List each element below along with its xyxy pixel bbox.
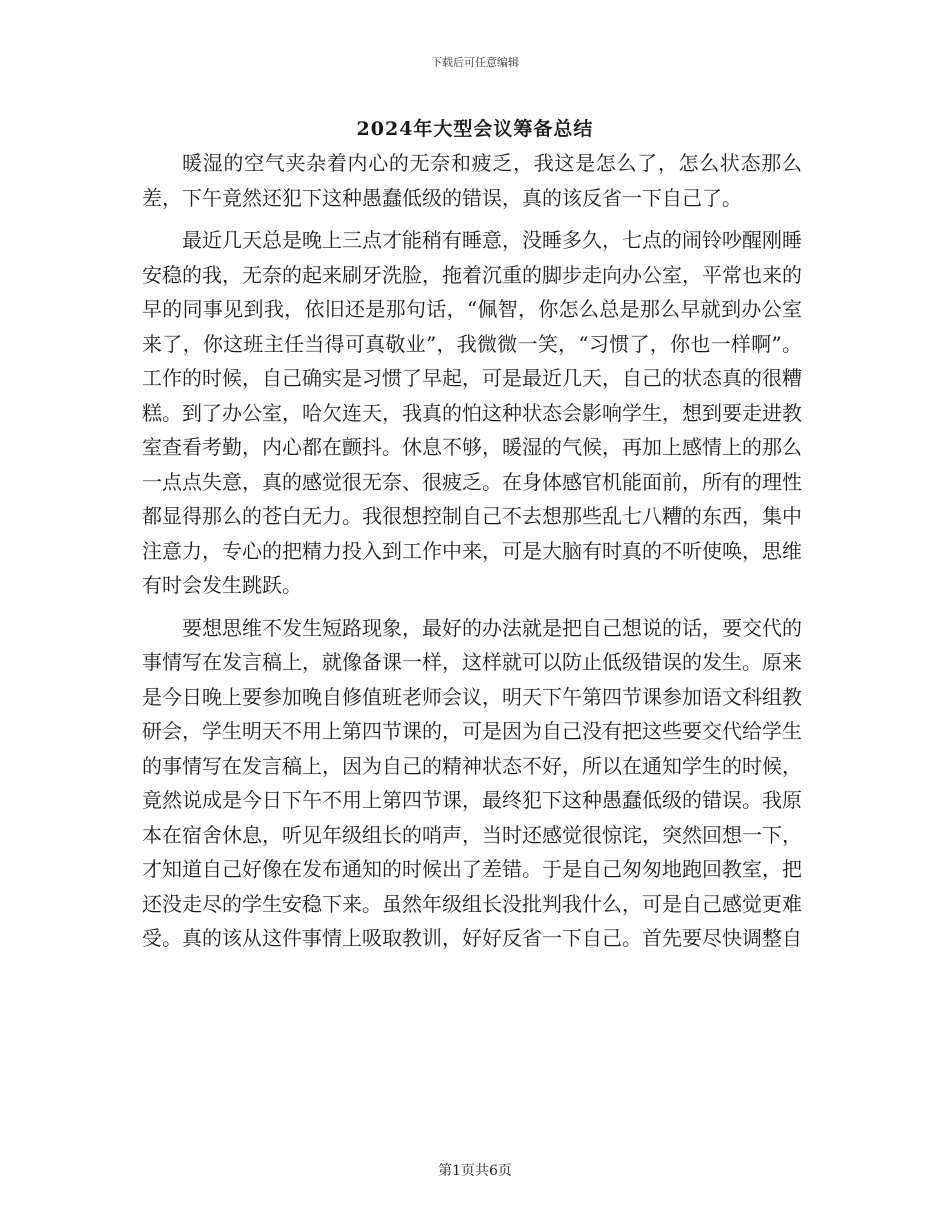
header-note: 下载后可任意编辑 [431,56,519,69]
paragraph-2: 最近几天总是晚上三点才能稍有睡意，没睡多久，七点的闹铃吵醒刚睡安稳的我，无奈的起来刷牙洗脸，拖着沉重的脚步走向办公室，平常也来的早的同事见到我，依旧还是那句话，“佩智，你怎么总是那么早就到办公室来了，你这班主任当得可真敬业”，我微微一笑，“习惯了，你也一样啊”。工作的时候，自己确实是习惯了早起，可是最近几天，自己的状态真的很糟糕。到了办公室，哈欠连天，我真的怕这种状态会影响学生，想到要走进教室查看考勤，内心都在颤抖。休息不够，暖湿的气候，再加上感情上的那么一点点失意，真的感觉很无奈、很疲乏。在身体感官机能面前，所有的理性都显得那么的苍白无力。我很想控制自己不去想那些乱七八糟的东西，集中注意力，专心的把精力投入到工作中来，可是大脑有时真的不听使唤，思维有时会发生跳跃。 [142,228,802,597]
document-title: 2024年大型会议筹备总结 [356,118,594,140]
document-body [142,146,802,956]
page-number: 第1页共6页 [438,1163,512,1179]
paragraph-3: 要想思维不发生短路现象，最好的办法就是把自己想说的话，要交代的事情写在发言稿上，就像备课一样，这样就可以防止低级错误的发生。原来是今日晚上要参加晚自修值班老师会议，明天下午第四节课参加语文科组教研会，学生明天不用上第四节课的，可是因为自己没有把这些要交代给学生的事情写在发言稿上，因为自己的精神状态不好，所以在通知学生的时候，竟然说成是今日下午不用上第四节课，最终犯下这种愚蠢低级的错误。我原本在宿舍休息，听见年级组长的哨声，当时还感觉很惊诧，突然回想一下，才知道自己好像在发布通知的时候出了差错。于是自己匆匆地跑回教室，把还没走尽的学生安稳下来。虽然年级组长没批判我什么，可是自己感觉更难受。真的该从这件事情上吸取教训，好好反省一下自己。首先要尽快调整自 [142,615,802,950]
paragraph-1: 暖湿的空气夹杂着内心的无奈和疲乏，我这是怎么了，怎么状态那么差，下午竟然还犯下这种愚蠢低级的错误，真的该反省一下自己了。 [142,151,802,210]
